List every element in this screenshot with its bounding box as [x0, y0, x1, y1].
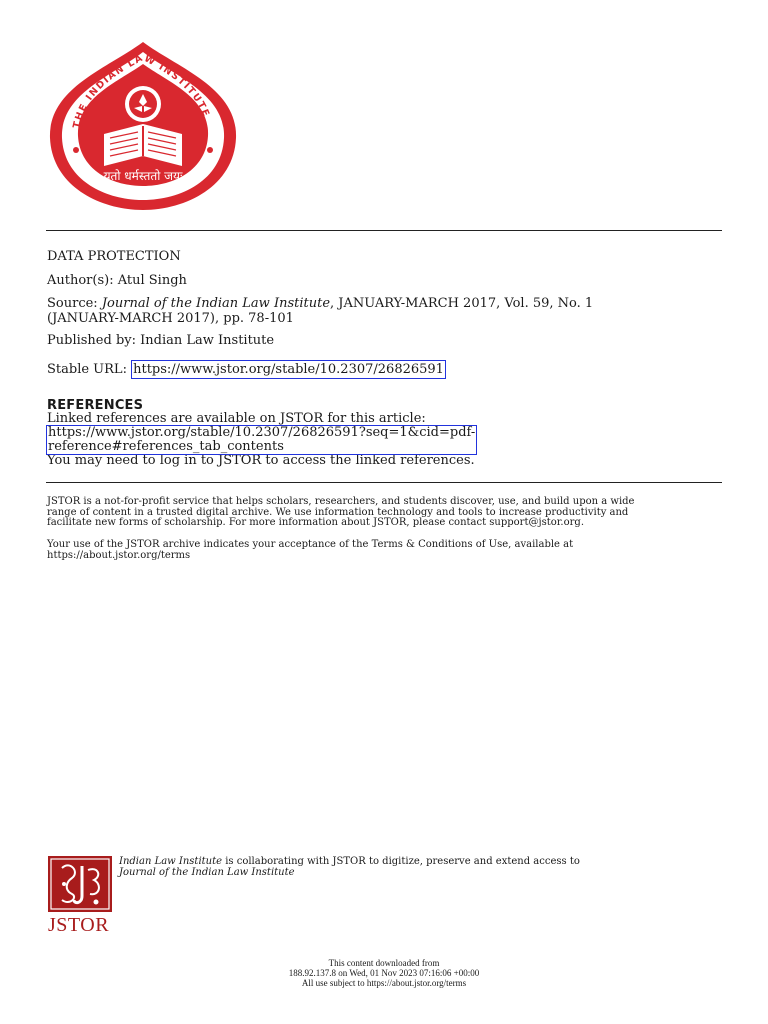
references-link-part2[interactable]: reference#references_tab_contents: [48, 439, 284, 454]
collab-journal: Journal of the Indian Law Institute: [119, 867, 295, 878]
source-details: , JANUARY-MARCH 2017, Vol. 59, No. 1: [330, 296, 594, 311]
publisher-line: [47, 333, 274, 349]
collaboration-note: [119, 856, 580, 878]
jstor-notice: [47, 497, 719, 529]
source-line-2: (JANUARY-MARCH 2017), pp. 78-101: [47, 311, 294, 326]
middle-divider: [46, 482, 722, 483]
stable-url-line: [47, 360, 446, 379]
top-divider: [46, 230, 722, 231]
references-intro: Linked references are available on JSTOR for this article:: [47, 411, 426, 426]
download-footer: [0, 958, 768, 988]
stable-url-label: Stable URL:: [47, 362, 127, 377]
article-title: DATA PROTECTION: [47, 249, 181, 264]
publisher-name: Indian Law Institute: [140, 333, 275, 348]
notice-p1-line1: JSTOR is a not-for-profit service that helps scholars, researchers, and students discover, use, and build upon a wide: [47, 496, 635, 507]
references-link-part1[interactable]: https://www.jstor.org/stable/10.2307/26826591?seq=1&cid=pdf-: [48, 425, 476, 440]
references-heading: REFERENCES: [47, 398, 144, 413]
indian-law-institute-logo: [46, 38, 240, 214]
notice-p1-line3: facilitate new forms of scholarship. For more information about JSTOR, please contact support@jstor.org.: [47, 517, 584, 528]
source-line: [47, 296, 593, 312]
author-name: Atul Singh: [117, 273, 187, 288]
notice-p2-line2: https://about.jstor.org/terms: [47, 549, 191, 561]
seal-icon: [46, 38, 240, 214]
footer-line3: All use subject to https://about.jstor.org/terms: [301, 978, 467, 988]
notice-p1-line2: range of content in a trusted digital archive. We use information technology and tools to increase productivity and: [47, 506, 629, 518]
references-login-note: You may need to log in to JSTOR to access the linked references.: [47, 453, 475, 468]
jstor-logo: [48, 856, 116, 938]
collab-institution: Indian Law Institute: [119, 856, 223, 867]
seal-ring-text: THE INDIAN LAW INSTITUTE: [71, 52, 212, 130]
author-label: Author(s):: [47, 273, 114, 288]
terms-notice: [47, 540, 719, 561]
author-line: [47, 273, 187, 289]
jstor-wordmark: JSTOR: [48, 914, 110, 936]
footer-line2: 188.92.137.8 on Wed, 01 Nov 2023 07:16:06 +00:00: [288, 968, 480, 978]
source-label: Source:: [47, 296, 98, 311]
references-link[interactable]: [46, 425, 477, 455]
stable-url-link[interactable]: https://www.jstor.org/stable/10.2307/26826591: [133, 362, 444, 377]
collab-text: is collaborating with JSTOR to digitize, preserve and extend access to: [222, 856, 580, 867]
journal-name: Journal of the Indian Law Institute: [101, 296, 331, 311]
jstor-emblem-icon: [48, 856, 112, 912]
seal-motto: यतो धर्मस्ततो जयः: [103, 169, 183, 183]
footer-line1: This content downloaded from: [328, 958, 440, 968]
publisher-label: Published by:: [47, 333, 136, 348]
notice-p2-line1: Your use of the JSTOR archive indicates your acceptance of the Terms & Conditions of Use, available at: [47, 539, 574, 550]
